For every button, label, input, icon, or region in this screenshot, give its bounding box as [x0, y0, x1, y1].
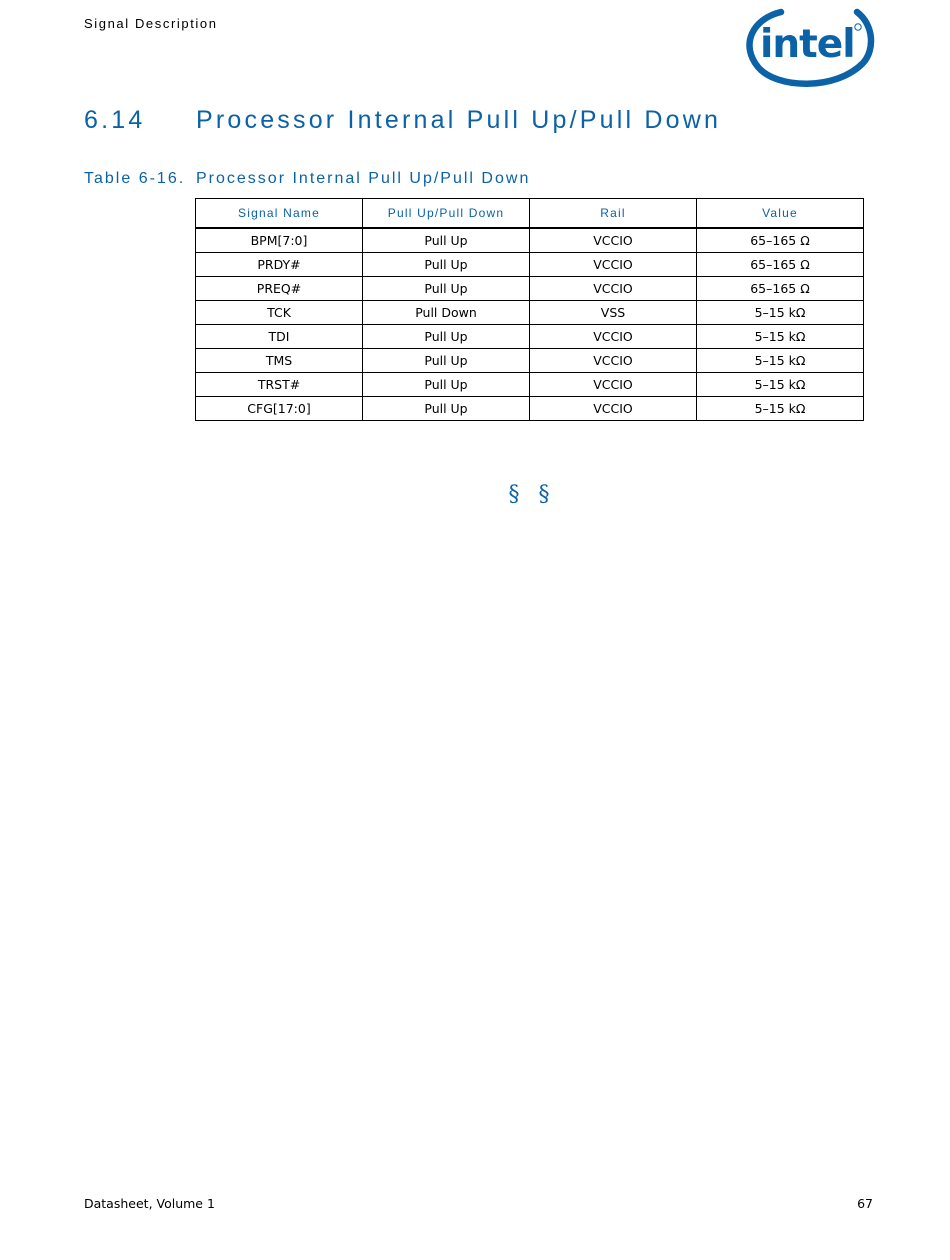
table-row — [196, 301, 864, 325]
section-number: 6.14 — [84, 106, 146, 134]
cell-signal-name: PRDY# — [196, 253, 363, 277]
cell-signal-name: PREQ# — [196, 277, 363, 301]
table-row — [196, 373, 864, 397]
svg-text:intel: intel — [760, 22, 855, 67]
column-header-pull-up-pull-down: Pull Up/Pull Down — [363, 199, 530, 229]
cell-pull-direction: Pull Up — [363, 397, 530, 421]
running-header: Signal Description — [84, 16, 218, 31]
cell-pull-direction: Pull Down — [363, 301, 530, 325]
footer-page-number: 67 — [857, 1196, 873, 1211]
intel-logo — [744, 3, 876, 89]
table-caption — [84, 170, 530, 188]
cell-rail: VCCIO — [530, 277, 697, 301]
cell-signal-name: CFG[17:0] — [196, 397, 363, 421]
footer-document-name: Datasheet, Volume 1 — [84, 1196, 215, 1211]
cell-value: 5–15 kΩ — [697, 301, 864, 325]
cell-signal-name: TDI — [196, 325, 363, 349]
table-row — [196, 253, 864, 277]
cell-signal-name: TCK — [196, 301, 363, 325]
table-row — [196, 325, 864, 349]
section-title: Processor Internal Pull Up/Pull Down — [196, 106, 722, 134]
column-header-value: Value — [697, 199, 864, 229]
section-heading — [84, 106, 721, 135]
cell-rail: VCCIO — [530, 397, 697, 421]
cell-pull-direction: Pull Up — [363, 325, 530, 349]
column-header-rail: Rail — [530, 199, 697, 229]
cell-rail: VCCIO — [530, 349, 697, 373]
cell-value: 65–165 Ω — [697, 253, 864, 277]
cell-pull-direction: Pull Up — [363, 253, 530, 277]
cell-value: 5–15 kΩ — [697, 397, 864, 421]
cell-value: 5–15 kΩ — [697, 325, 864, 349]
cell-signal-name: BPM[7:0] — [196, 228, 363, 253]
cell-value: 5–15 kΩ — [697, 373, 864, 397]
column-header-signal-name: Signal Name — [196, 199, 363, 229]
table-row — [196, 277, 864, 301]
table-number: Table 6-16. — [84, 170, 186, 187]
cell-rail: VCCIO — [530, 325, 697, 349]
section-end-mark: § § — [508, 482, 556, 507]
table-row — [196, 349, 864, 373]
cell-value: 65–165 Ω — [697, 228, 864, 253]
cell-pull-direction: Pull Up — [363, 228, 530, 253]
table-row — [196, 228, 864, 253]
cell-rail: VSS — [530, 301, 697, 325]
cell-pull-direction: Pull Up — [363, 277, 530, 301]
pull-up-pull-down-table — [195, 198, 864, 421]
table-header-row — [196, 199, 864, 229]
cell-rail: VCCIO — [530, 253, 697, 277]
cell-value: 65–165 Ω — [697, 277, 864, 301]
table-row — [196, 397, 864, 421]
cell-signal-name: TMS — [196, 349, 363, 373]
cell-rail: VCCIO — [530, 373, 697, 397]
cell-signal-name: TRST# — [196, 373, 363, 397]
cell-rail: VCCIO — [530, 228, 697, 253]
cell-pull-direction: Pull Up — [363, 373, 530, 397]
cell-pull-direction: Pull Up — [363, 349, 530, 373]
table-title: Processor Internal Pull Up/Pull Down — [196, 170, 531, 187]
cell-value: 5–15 kΩ — [697, 349, 864, 373]
